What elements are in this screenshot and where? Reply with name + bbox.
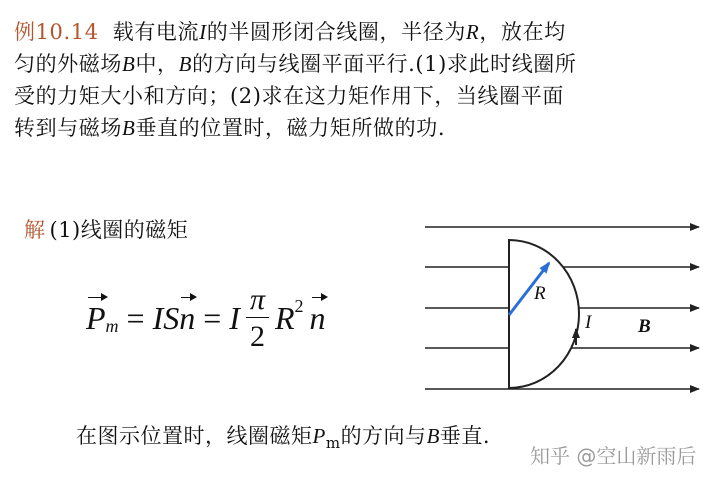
- subscript-m: m: [325, 434, 341, 452]
- semicircle-coil: [509, 240, 579, 388]
- var-P: P: [312, 424, 326, 448]
- vector-P: [86, 300, 106, 337]
- moment-direction-statement: [76, 420, 490, 450]
- problem-line-3: 受的力矩大小和方向；(2)求在这力矩作用下，当线圈平面: [14, 84, 564, 108]
- label-I: I: [585, 312, 592, 333]
- text-segment: 中，: [135, 52, 179, 76]
- fraction-pi-over-2: [246, 285, 269, 352]
- label-B: B: [638, 316, 651, 337]
- fraction-numerator: π: [246, 285, 269, 318]
- solution-heading-text: (1)线圈的磁矩: [49, 218, 189, 242]
- text-segment: 的方向与: [340, 424, 427, 448]
- var-R: R: [465, 20, 480, 44]
- symbol-n: n: [179, 300, 196, 336]
- equals-sign: =: [203, 300, 222, 336]
- var-B: B: [122, 116, 136, 140]
- text-segment: 在图示位置时，线圈磁矩: [76, 424, 313, 448]
- equals-sign: =: [126, 300, 145, 336]
- watermark: 知乎 @空山新雨后: [530, 444, 697, 468]
- problem-line-1: [14, 16, 710, 48]
- problem-statement: [14, 16, 710, 144]
- var-B: B: [122, 52, 136, 76]
- superscript-2: 2: [294, 296, 304, 316]
- text-segment: 载有电流: [112, 20, 200, 44]
- magnetic-moment-formula: [86, 285, 326, 352]
- fraction-denominator: 2: [249, 320, 265, 353]
- text-segment: ，放在均: [479, 20, 566, 44]
- text-segment: 垂直的位置时，磁力矩所做的功.: [135, 116, 446, 140]
- problem-line-4: [14, 112, 710, 144]
- symbol-n: n: [309, 300, 326, 336]
- vector-n: [310, 300, 326, 337]
- text-segment: 的方向与线圈平面平行.(1)求此时线圈所: [192, 52, 577, 76]
- text-segment: 的半圆形闭合线圈，半径为: [206, 20, 466, 44]
- vector-n: [179, 300, 195, 337]
- var-B: B: [426, 424, 440, 448]
- symbol-IS: IS: [152, 300, 180, 336]
- var-B: B: [178, 52, 193, 76]
- symbol-I: I: [229, 300, 240, 336]
- solution-label: 解: [24, 218, 46, 242]
- example-label: 例10.14: [14, 20, 99, 44]
- semicircle-coil-figure: [425, 215, 710, 405]
- text-segment: 匀的外磁场: [14, 52, 122, 76]
- text-segment: 垂直.: [439, 424, 491, 448]
- problem-line-2: [14, 48, 710, 80]
- var-I: I: [199, 20, 207, 44]
- solution-heading: [24, 214, 188, 244]
- symbol-P: P: [86, 300, 106, 336]
- label-R: R: [534, 283, 546, 304]
- subscript-m: m: [105, 316, 119, 336]
- symbol-R: R: [274, 300, 295, 336]
- text-segment: 转到与磁场: [14, 116, 122, 140]
